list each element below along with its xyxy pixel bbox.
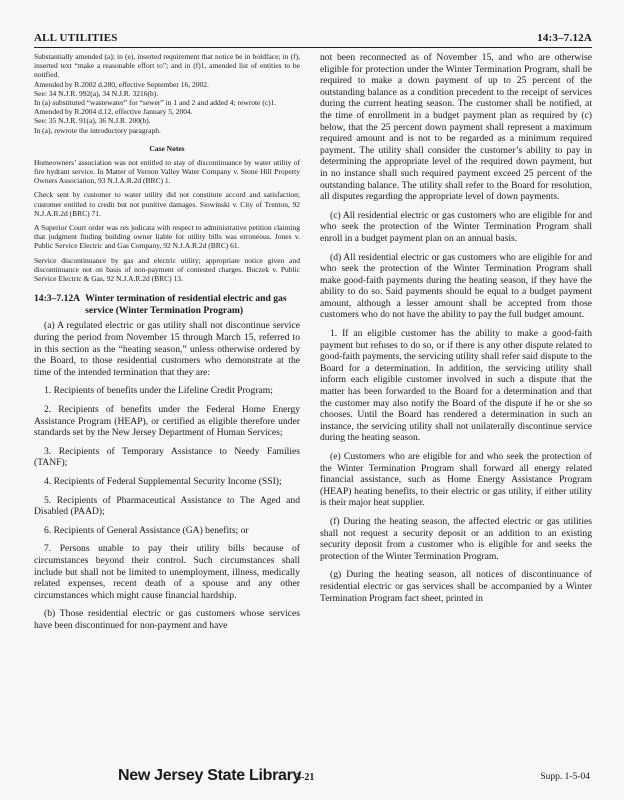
history-note: Amended by R.2002 d.280, effective September 16, 2002.: [34, 79, 209, 89]
case-notes-heading: Case Notes: [149, 143, 185, 153]
list-item: 4. Recipients of Federal Supplemental Security Income (SSI);: [44, 475, 282, 487]
paragraph-e: (e) Customers who are eligible for and who seek the protection of the Winter Termination Program shall forward all energy related financial assistance, such as Home Energy Assistance Program (HEAP) heating benefits, to their electric or gas utility, if either utility is their major heat supplier.: [320, 451, 592, 509]
history-note: In (a), rewrote the introductory paragraph.: [34, 125, 161, 135]
history-note: Amended by R.2004 d.12, effective January 5, 2004.: [34, 107, 193, 117]
section-title: Winter termination of residential electric and gas service (Winter Termination Program): [85, 293, 287, 316]
paragraph-f: (f) During the heating season, the affected electric or gas utilities shall not request a security deposit or an addition to an existing security deposit from a customer who is eligible for and seeks the protection of the Winter Termination Program.: [320, 515, 592, 562]
supplement-date: Supp. 1-5-04: [540, 772, 590, 782]
section-heading: [34, 293, 300, 316]
left-column: [34, 52, 300, 752]
library-watermark: New Jersey State Library: [118, 767, 302, 784]
header-title: ALL UTILITIES: [34, 32, 118, 44]
list-item: 5. Recipients of Pharmaceutical Assistance to The Aged and Disabled (PAAD);: [34, 494, 300, 518]
paragraph-d: (d) All residential electric or gas customers who are eligible for and who seek the protection of the Winter Termination Program shall make good-faith payments during the heating season, if they have the ability to do so. Said payments should be equal to a budget payment amount, although a lesser amount shall be accepted from those customers who do not have the ability to pay the full budget amount.: [320, 251, 592, 321]
paragraph-d1: 1. If an eligible customer has the ability to make a good-faith payment but refuses to do so, or if there is any other dispute related to good-faith payments, the servicing utility shall refer said dispute to the Board for a determination. In addition, the servicing utility shall inform each eligible customer involved in such a dispute that the matter has been forwarded to the Board for a determination and that the customer may also notify the Board of the dispute if he or she so chooses. Until the Board has rendered a determination in such an instance, the servicing utility shall not unilaterally discontinue service during the heating season.: [320, 328, 592, 444]
case-note: Service discontinuance by gas and electric utility; appropriate notice given and discontinuance not on basis of non-payment of contested charges. Buczek v. Public Service Electric & Gas, 92 N.J.A.R.2d (BRC) 13.: [34, 255, 300, 284]
paragraph-g: (g) During the heating season, all notices of discontinuance of residential electric or gas services shall be accompanied by a Winter Termination Program fact sheet, printed in: [320, 569, 592, 604]
case-note: A Superior Court order was res judicata with respect to administrative petition claiming that judgment finding building owner liable for utility bills was erroneous. Jones v. Public Service Electric and Gas Company, 92 N.J.A.R.2d (BRC) 61.: [34, 223, 300, 251]
paragraph-b-continued: not been reconnected as of November 15, and who are otherwise eligible for protection under the Winter Termination Program, shall be required to make a down payment of up to 25 percent of the outstanding balance as a condition precedent to the receipt of services during the current heating season. The customer shall be notified, at the time of enrollment in a budget payment plan as required by (c) below, that the 25 percent down payment shall represent a maximum required amount and is not to be regarded as a minimum required payment. The utility shall consider the customer’s ability to pay in determining the appropriate level of the required down payment, but in no instance shall such required payment exceed 25 percent of the outstanding balance. The utility shall refer to the Board for resolution, all disputes regarding the appropriate level of down payments.: [320, 52, 592, 203]
header-section-number: 14:3–7.12A: [537, 32, 592, 44]
list-item: 3. Recipients of Temporary Assistance to Needy Families (TANF);: [34, 445, 300, 469]
history-note: In (a) substituted “wastewater” for “sewer” in 1 and 2 and added 4; rewrote (c)1.: [34, 98, 277, 108]
paragraph-a: (a) A regulated electric or gas utility shall not discontinue service during the period from November 15 through March 15, referred to in this section as the “heating season,” unless otherwise ordered by the Board, to those residential customers who demonstrate at the time of the intended termination that they are:: [34, 320, 300, 378]
running-header: [34, 32, 592, 48]
list-item: 2. Recipients of benefits under the Federal Home Energy Assistance Program (HEAP), or certified as eligible therefore under standards set by the New Jersey Department of Human Services;: [34, 404, 300, 439]
right-column: [320, 52, 592, 752]
list-item: 7. Persons unable to pay their utility bills because of circumstances beyond their control. Such circumstances shall include but shall not be limited to unemployment, illness, medically related expenses, recent death of a spouse and any other circumstances which might cause financial hardship.: [34, 543, 300, 601]
list-item: 1. Recipients of benefits under the Lifeline Credit Program;: [44, 385, 273, 397]
paragraph-b: (b) Those residential electric or gas customers whose services have been discontinued for non-payment and have: [34, 608, 300, 631]
page-number: 3-21: [296, 772, 315, 783]
case-note: Check sent by customer to water utility did not constitute accord and satisfaction; customer entitled to credit but not punitive damages. Siowinski v. City of Trenton, 92 N.J.A.R.2d (BRC) 71.: [34, 190, 300, 218]
history-note: See: 35 N.J.R. 91(a), 36 N.J.R. 200(b).: [34, 116, 151, 126]
paragraph-c: (c) All residential electric or gas customers who are eligible for and who seek the protection of the Winter Termination Program shall enroll in a budget payment plan on an annual basis.: [320, 209, 592, 244]
list-item: 6. Recipients of General Assistance (GA) benefits; or: [44, 524, 249, 536]
case-note: Homeowners’ association was not entitled to stay of discontinuance by water utility of fire hydrant service. In Matter of Vernon Valley Water Company v. Stone Hill Property Owners Association, 93 N.J.A.R.2d (BRC) 1.: [34, 157, 300, 186]
section-number: 14:3–7.12A: [34, 293, 81, 305]
history-note: Substantially amended (a); in (e), inserted requirement that notice be in boldface; in (f), inserted text “make a reasonable effort to”; and in (f)1, amended list of entities to be notified.: [34, 52, 300, 80]
history-note: See: 34 N.J.R. 992(a), 34 N.J.R. 3216(b).: [34, 88, 159, 98]
